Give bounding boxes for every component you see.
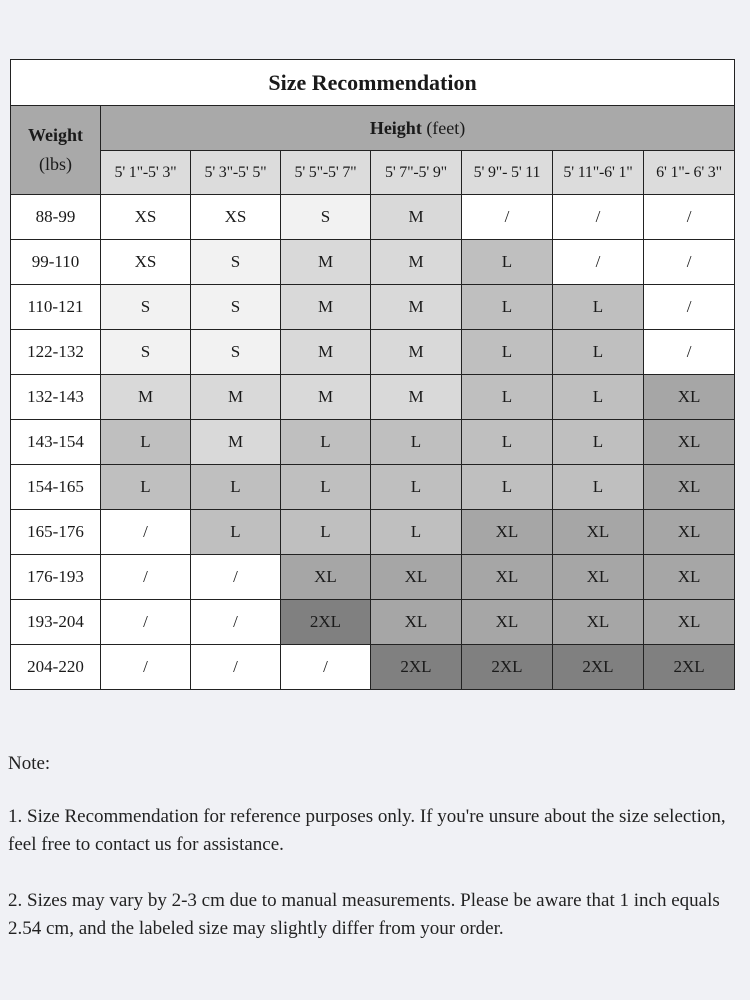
table-row bbox=[11, 600, 735, 645]
size-cell: L bbox=[553, 285, 644, 330]
size-cell: XL bbox=[644, 510, 735, 555]
size-cell: XL bbox=[553, 600, 644, 645]
size-cell: S bbox=[191, 330, 281, 375]
size-cell: L bbox=[462, 285, 553, 330]
size-cell: M bbox=[371, 195, 462, 240]
size-cell: L bbox=[371, 510, 462, 555]
size-cell: L bbox=[371, 420, 462, 465]
size-cell: XS bbox=[191, 195, 281, 240]
size-cell: L bbox=[191, 465, 281, 510]
size-cell: / bbox=[462, 195, 553, 240]
size-cell: / bbox=[101, 555, 191, 600]
note-item-2: 2. Sizes may vary by 2-3 cm due to manual measurements. Please be aware that 1 inch equals 2.54 cm, and the labeled size may slightly differ from your order. bbox=[8, 890, 720, 939]
height-header bbox=[101, 106, 735, 151]
size-cell: / bbox=[644, 240, 735, 285]
table-row bbox=[11, 330, 735, 375]
size-cell: / bbox=[191, 600, 281, 645]
weight-range-cell: 154-165 bbox=[11, 465, 101, 510]
size-cell: / bbox=[553, 195, 644, 240]
weight-range-cell: 165-176 bbox=[11, 510, 101, 555]
size-cell: / bbox=[101, 510, 191, 555]
weight-range-cell: 122-132 bbox=[11, 330, 101, 375]
size-cell: M bbox=[191, 420, 281, 465]
height-range-row bbox=[11, 151, 735, 195]
size-cell: XL bbox=[553, 510, 644, 555]
table-row bbox=[11, 375, 735, 420]
size-cell: XL bbox=[462, 510, 553, 555]
height-range-header: 5' 11"-6' 1" bbox=[553, 151, 644, 195]
size-cell: M bbox=[371, 240, 462, 285]
weight-range-cell: 132-143 bbox=[11, 375, 101, 420]
size-cell: / bbox=[644, 195, 735, 240]
size-cell: / bbox=[553, 240, 644, 285]
size-cell: L bbox=[553, 465, 644, 510]
size-cell: XL bbox=[644, 375, 735, 420]
notes-section bbox=[8, 750, 733, 943]
size-cell: / bbox=[191, 555, 281, 600]
note-item-1: 1. Size Recommendation for reference purposes only. If you're unsure about the size selection, feel free to contact us for assistance. bbox=[8, 806, 726, 855]
size-cell: L bbox=[281, 465, 371, 510]
size-cell: XL bbox=[644, 420, 735, 465]
size-cell: L bbox=[462, 240, 553, 285]
size-cell: XL bbox=[644, 465, 735, 510]
table-row bbox=[11, 240, 735, 285]
size-cell: S bbox=[101, 285, 191, 330]
size-cell: L bbox=[553, 330, 644, 375]
size-cell: / bbox=[191, 645, 281, 690]
table-row bbox=[11, 555, 735, 600]
size-cell: S bbox=[101, 330, 191, 375]
size-table-body bbox=[11, 195, 735, 690]
height-unit: (feet) bbox=[426, 117, 466, 138]
weight-range-cell: 176-193 bbox=[11, 555, 101, 600]
size-cell: XL bbox=[644, 555, 735, 600]
weight-range-cell: 143-154 bbox=[11, 420, 101, 465]
size-cell: L bbox=[191, 510, 281, 555]
height-range-header: 5' 1"-5' 3" bbox=[101, 151, 191, 195]
size-cell: L bbox=[371, 465, 462, 510]
size-cell: L bbox=[101, 420, 191, 465]
height-range-header: 5' 9"- 5' 11 bbox=[462, 151, 553, 195]
size-cell: / bbox=[101, 645, 191, 690]
height-range-header: 5' 7"-5' 9" bbox=[371, 151, 462, 195]
weight-range-cell: 193-204 bbox=[11, 600, 101, 645]
size-cell: 2XL bbox=[644, 645, 735, 690]
size-cell: XS bbox=[101, 240, 191, 285]
height-range-header: 6' 1"- 6' 3" bbox=[644, 151, 735, 195]
size-cell: M bbox=[281, 240, 371, 285]
table-row bbox=[11, 510, 735, 555]
size-cell: L bbox=[101, 465, 191, 510]
size-cell: M bbox=[281, 285, 371, 330]
size-cell: / bbox=[281, 645, 371, 690]
weight-range-cell: 99-110 bbox=[11, 240, 101, 285]
size-cell: XL bbox=[644, 600, 735, 645]
weight-range-cell: 110-121 bbox=[11, 285, 101, 330]
table-row bbox=[11, 285, 735, 330]
size-cell: S bbox=[191, 285, 281, 330]
table-title: Size Recommendation bbox=[11, 60, 735, 106]
size-cell: M bbox=[101, 375, 191, 420]
size-cell: XS bbox=[101, 195, 191, 240]
size-cell: / bbox=[644, 330, 735, 375]
size-cell: L bbox=[281, 420, 371, 465]
size-cell: XL bbox=[371, 555, 462, 600]
note-label: Note: bbox=[8, 753, 51, 774]
table-row bbox=[11, 465, 735, 510]
height-range-header: 5' 3"-5' 5" bbox=[191, 151, 281, 195]
weight-range-cell: 204-220 bbox=[11, 645, 101, 690]
size-cell: L bbox=[281, 510, 371, 555]
height-label: Height bbox=[369, 117, 422, 138]
size-cell: XL bbox=[462, 555, 553, 600]
table-row bbox=[11, 645, 735, 690]
weight-column-header bbox=[11, 106, 101, 195]
size-cell: 2XL bbox=[462, 645, 553, 690]
size-cell: M bbox=[281, 330, 371, 375]
size-cell: S bbox=[191, 240, 281, 285]
table-row bbox=[11, 420, 735, 465]
size-cell: L bbox=[553, 420, 644, 465]
size-cell: L bbox=[462, 465, 553, 510]
size-chart bbox=[10, 59, 735, 690]
weight-unit: (lbs) bbox=[39, 154, 72, 174]
size-cell: L bbox=[462, 420, 553, 465]
size-cell: 2XL bbox=[553, 645, 644, 690]
size-cell: L bbox=[462, 375, 553, 420]
size-cell: XL bbox=[281, 555, 371, 600]
size-cell: M bbox=[371, 330, 462, 375]
size-cell: XL bbox=[462, 600, 553, 645]
size-cell: L bbox=[462, 330, 553, 375]
size-recommendation-table bbox=[10, 59, 734, 692]
size-cell: M bbox=[371, 285, 462, 330]
height-range-header: 5' 5"-5' 7" bbox=[281, 151, 371, 195]
weight-range-cell: 88-99 bbox=[11, 195, 101, 240]
size-cell: 2XL bbox=[281, 600, 371, 645]
size-cell: / bbox=[644, 285, 735, 330]
size-cell: / bbox=[101, 600, 191, 645]
size-cell: XL bbox=[553, 555, 644, 600]
table-row bbox=[11, 195, 735, 240]
size-cell: M bbox=[281, 375, 371, 420]
size-cell: M bbox=[191, 375, 281, 420]
size-cell: XL bbox=[371, 600, 462, 645]
weight-label: Weight bbox=[27, 125, 83, 145]
size-cell: M bbox=[371, 375, 462, 420]
size-cell: L bbox=[553, 375, 644, 420]
size-cell: S bbox=[281, 195, 371, 240]
size-cell: 2XL bbox=[371, 645, 462, 690]
